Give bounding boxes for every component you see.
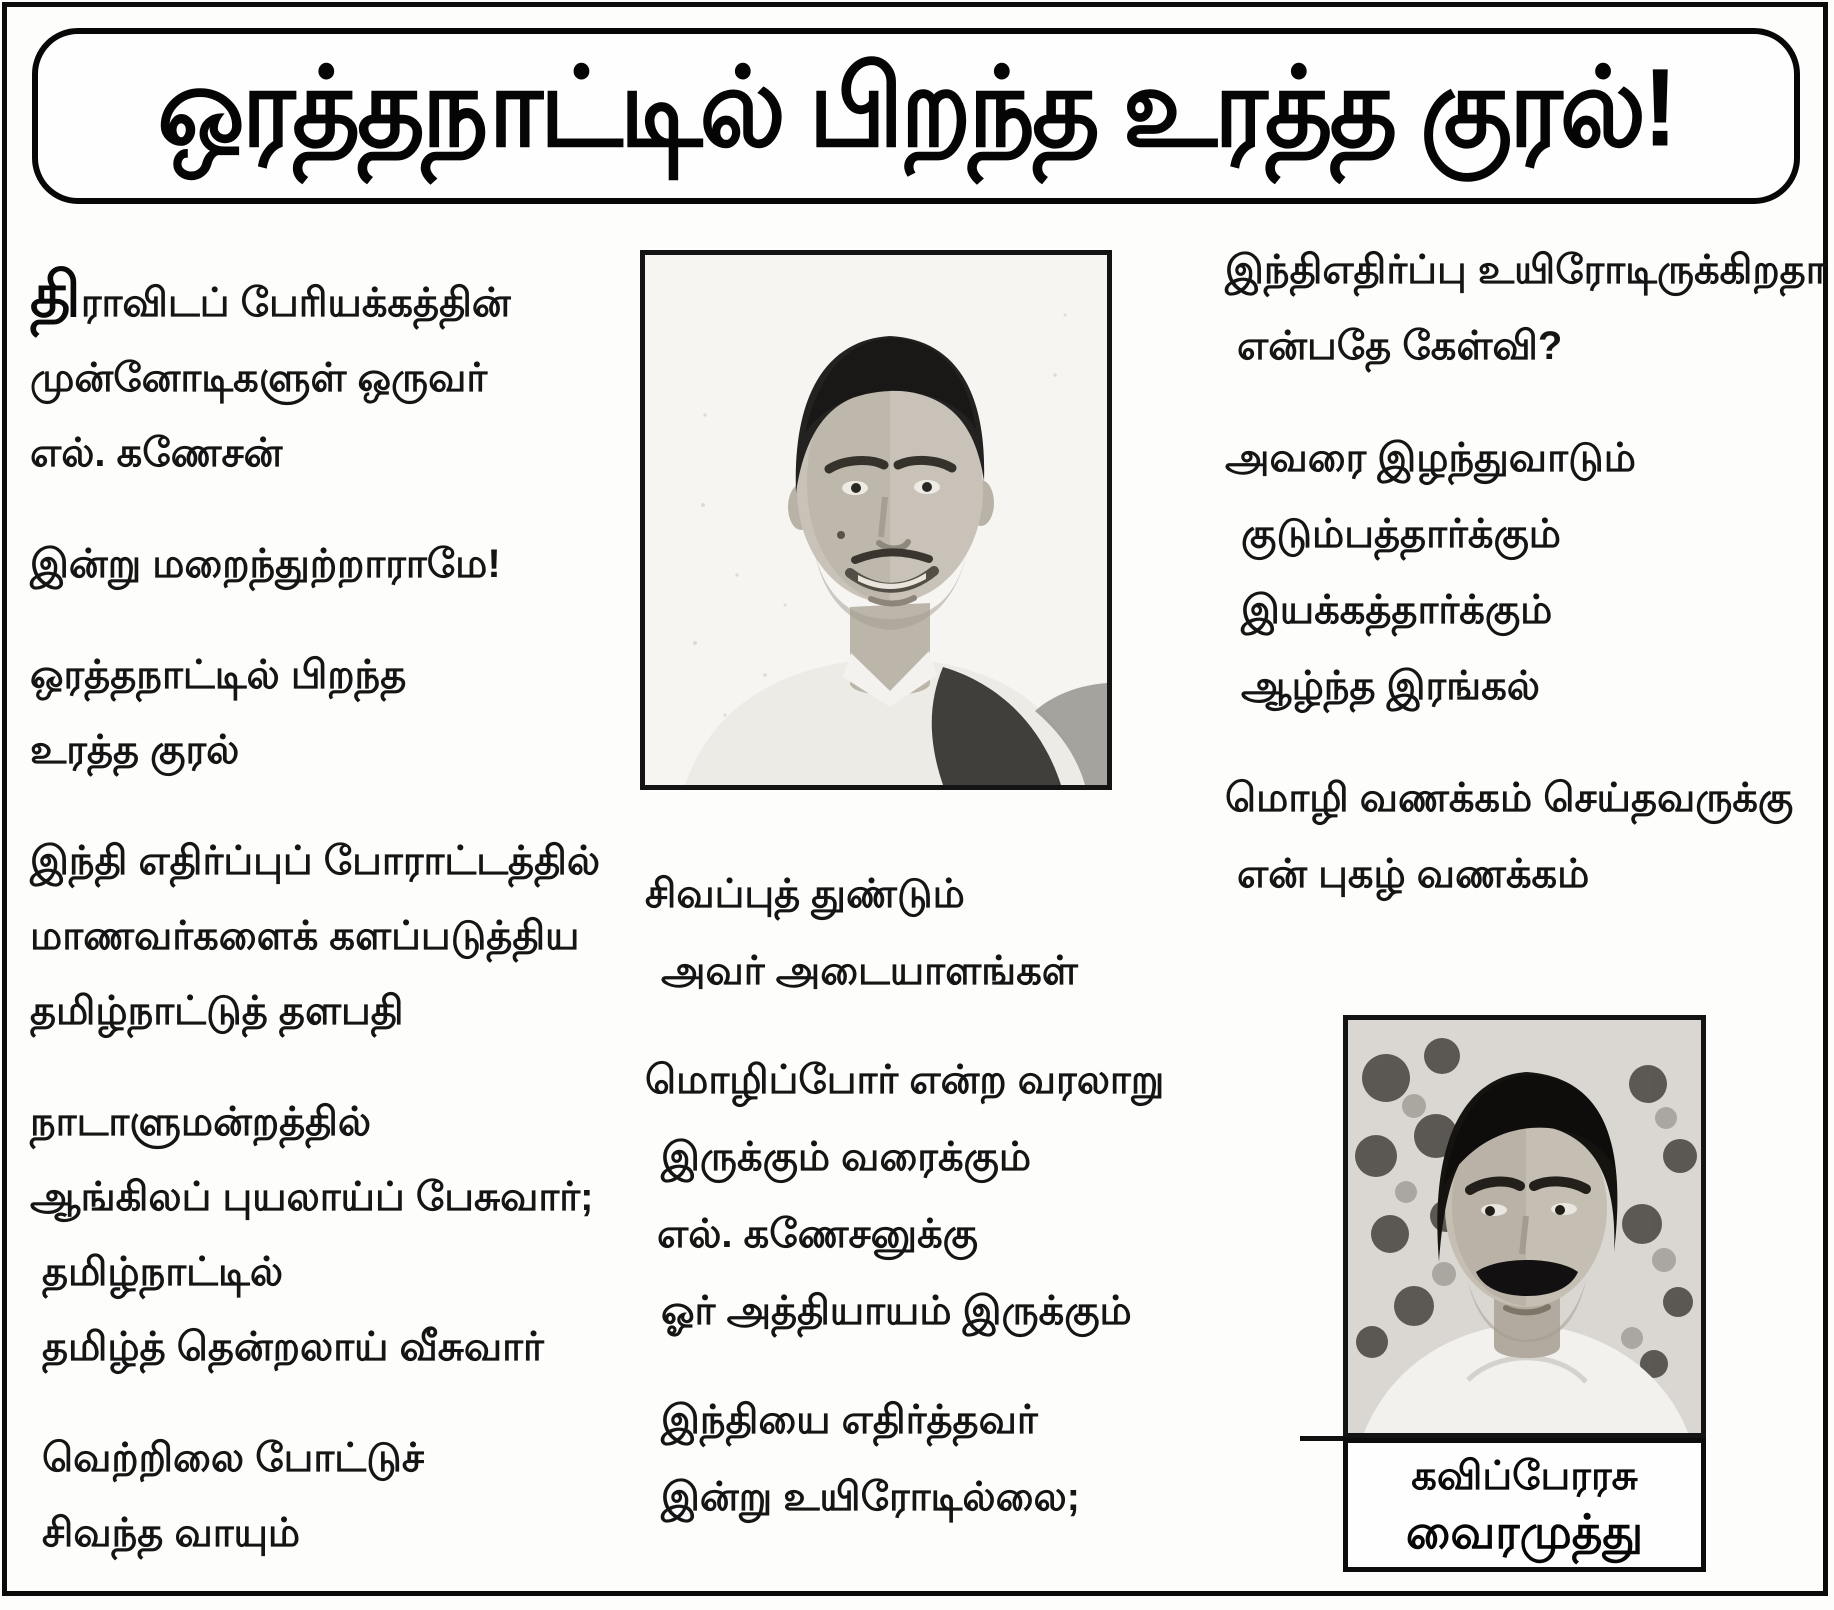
poem-line: ஆழ்ந்த இரங்கல் [1241,664,1541,708]
poem-line: என்பதே கேள்வி? [1237,324,1563,368]
poem-line: இன்று மறைந்துற்றாராமே! [30,542,501,586]
poem-line: வெற்றிலை போட்டுச் [42,1436,424,1480]
poem-line: சிவப்புத் துண்டும் [645,872,965,916]
poem-line: இந்திஎதிர்ப்பு உயிரோடிருக்கிறதா [1225,248,1827,292]
poem-line: நாடாளுமன்றத்தில் [30,1100,372,1144]
dropcap-letter: தி [30,261,81,330]
poem-column-left [30,258,615,1607]
poem-line: எல். கணேசன் [30,431,283,475]
portrait-photo-vairamuthu-art [1348,1020,1701,1433]
poem-line: ஓர் அத்தியாயம் இருக்கும் [661,1289,1132,1333]
poem-line: இந்தி எதிர்ப்புப் போராட்டத்தில் [30,839,601,883]
poem-line: என் புகழ் வணக்கம் [1237,852,1590,896]
poem-line: அவரை இழந்துவாடும் [1225,436,1636,480]
caption-tick-mark [1300,1436,1346,1441]
stanza [1225,420,1815,724]
poem-line: இன்று உயிரோடில்லை; [661,1475,1080,1519]
stanza [645,1382,1115,1536]
poem-line: தமிழ்த் தென்றலாய் வீசுவார் [42,1325,544,1369]
portrait-photo-l-ganesan-art [645,255,1107,785]
stanza [30,824,615,1049]
poem-line: எல். கணேசனுக்கு [657,1212,978,1256]
poem-line: ஆங்கிலப் புயலாய்ப் பேசுவார்; [30,1175,594,1219]
photo-caption-box [1343,1438,1706,1572]
poem-column-right [1225,232,1827,948]
stanza [30,638,615,788]
stanza [645,1042,1165,1350]
poem-line: அவர் அடையாளங்கள் [661,949,1078,993]
poem-line: உரத்த குரல் [30,728,240,772]
poem-line: தமிழ்நாட்டில் [42,1250,284,1294]
caption-name: வைரமுத்து [1405,1505,1644,1558]
stanza [645,856,1115,1010]
portrait-photo-vairamuthu [1343,1015,1706,1438]
stanza [1225,232,1827,384]
caption-title: கவிப்பேரரசு [1411,1454,1638,1498]
poem-line: குடும்பத்தார்க்கும் [1241,512,1561,556]
poem-line: மொழிப்போர் என்ற வரலாறு [645,1058,1165,1102]
poem-line: மாணவர்களைக் களப்படுத்திய [30,914,580,958]
stanza [30,1421,615,1571]
stanza [30,258,615,491]
poem-line-text: ராவிடப் பேரியக்கத்தின் [80,281,511,325]
headline-box [32,28,1800,204]
stanza [1225,760,1815,912]
stanza [30,527,615,602]
poem-line: முன்னோடிகளுள் ஒருவர் [30,356,488,400]
poem-line: ஒரத்தநாட்டில் பிறந்த [30,653,407,697]
poem-line: சிவந்த வாயும் [42,1511,301,1555]
poem-line: இருக்கும் வரைக்கும் [661,1135,1032,1179]
poem-line: தமிழ்நாட்டுத் தளபதி [30,989,404,1033]
stanza [30,1085,615,1385]
headline: ஒரத்தநாட்டில் பிறந்த உரத்த குரல்! [157,46,1675,170]
poem-line: மொழி வணக்கம் செய்தவருக்கு [1225,776,1794,820]
poem-line [30,258,615,341]
poem-column-middle [645,856,1165,1568]
poem-line: இயக்கத்தார்க்கும் [1241,588,1553,632]
poem-line: இந்தியை எதிர்த்தவர் [661,1398,1038,1442]
portrait-photo-l-ganesan [640,250,1112,790]
